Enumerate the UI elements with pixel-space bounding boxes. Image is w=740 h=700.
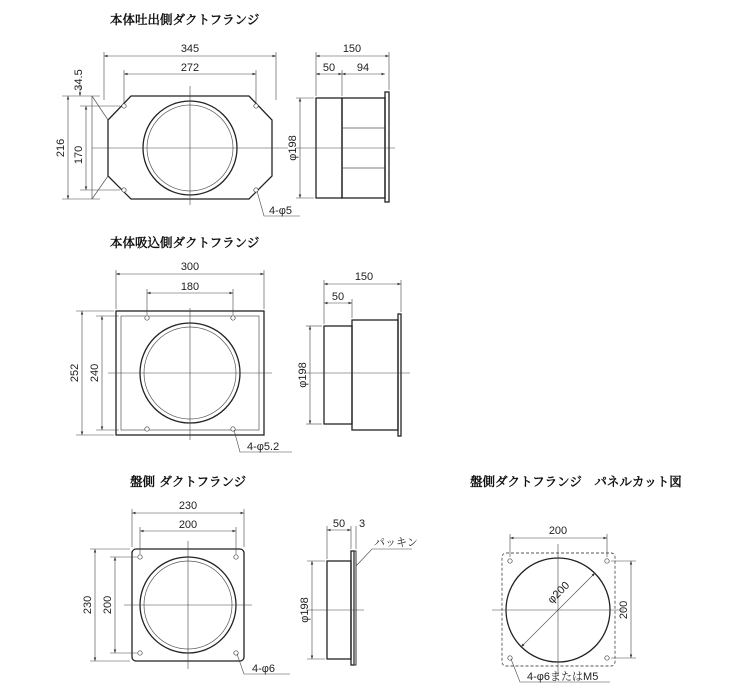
- panel-inner-width-label: 200: [178, 519, 198, 531]
- panel-cutout-section: [470, 474, 682, 683]
- inlet-front-view: [69, 261, 292, 453]
- outlet-inner-width-label: 272: [180, 62, 200, 74]
- inlet-depth-label: 150: [354, 271, 374, 283]
- bolt-hole: [508, 559, 512, 563]
- panel-flange-section: [82, 474, 418, 675]
- bolt-hole: [145, 316, 149, 320]
- inlet-holes-label: 4-φ5.2: [247, 441, 280, 453]
- bolt-hole: [605, 559, 609, 563]
- panel-width-label: 230: [178, 500, 198, 512]
- inlet-side-view: [297, 271, 410, 436]
- outlet-chamfer-label: 34.5: [73, 69, 85, 91]
- outlet-height-label: 216: [55, 138, 67, 158]
- bolt-hole: [122, 188, 126, 192]
- outlet-side-view: [287, 43, 395, 202]
- panel-flange-label: 50: [332, 518, 346, 530]
- outlet-title: 本体吐出側ダクトフランジ: [110, 12, 260, 27]
- cutout-title: 盤側ダクトフランジ パネルカット図: [470, 474, 682, 489]
- bolt-hole: [254, 188, 258, 192]
- bolt-hole: [138, 651, 142, 655]
- bolt-hole: [231, 316, 235, 320]
- panel-inner-height-label: 200: [102, 595, 114, 615]
- bolt-hole: [605, 656, 609, 660]
- outlet-holes-label: 4-φ5: [269, 205, 293, 217]
- bolt-hole: [231, 427, 235, 431]
- cutout-diameter-label: φ200: [545, 579, 573, 607]
- cutout-holes-label: 4-φ6またはM5: [527, 671, 599, 683]
- outlet-inner-height-label: 170: [73, 145, 85, 165]
- outlet-flange-section: [55, 12, 395, 217]
- outlet-front-view: [55, 43, 300, 217]
- bolt-hole: [254, 104, 258, 108]
- bolt-hole: [234, 555, 238, 559]
- inlet-flange-label: 50: [331, 291, 345, 303]
- bolt-hole: [234, 651, 238, 655]
- bolt-hole: [122, 104, 126, 108]
- panel-holes-label: 4-φ6: [252, 663, 276, 675]
- bolt-hole: [138, 555, 142, 559]
- inlet-side-flange: [324, 326, 352, 424]
- panel-side-view: [299, 518, 418, 665]
- bolt-hole: [508, 656, 512, 660]
- inlet-title: 本体吸込側ダクトフランジ: [110, 235, 260, 250]
- panel-diameter-label: φ198: [299, 597, 311, 623]
- outlet-width-label: 345: [180, 43, 200, 55]
- inlet-diameter-label: φ198: [297, 362, 309, 388]
- panel-packing-label: パッキン: [374, 537, 418, 549]
- inlet-width-label: 300: [180, 261, 200, 273]
- outlet-flange-label: 50: [322, 62, 336, 74]
- outlet-body-label: 94: [356, 62, 370, 74]
- outlet-diameter-label: φ198: [287, 135, 299, 161]
- panel-front-view: [82, 500, 290, 675]
- inlet-inner-width-label: 180: [180, 281, 200, 293]
- panel-title: 盤側 ダクトフランジ: [130, 474, 247, 489]
- panel-packing-thickness-label: 3: [359, 518, 366, 530]
- panel-height-label: 230: [82, 595, 94, 615]
- inlet-inner-height-label: 240: [89, 363, 101, 383]
- cutout-height-label: 200: [618, 600, 630, 620]
- inlet-flange-section: [69, 235, 410, 453]
- inlet-height-label: 252: [69, 363, 81, 383]
- cutout-width-label: 200: [548, 525, 568, 537]
- outlet-depth-label: 150: [342, 43, 362, 55]
- bolt-hole: [145, 427, 149, 431]
